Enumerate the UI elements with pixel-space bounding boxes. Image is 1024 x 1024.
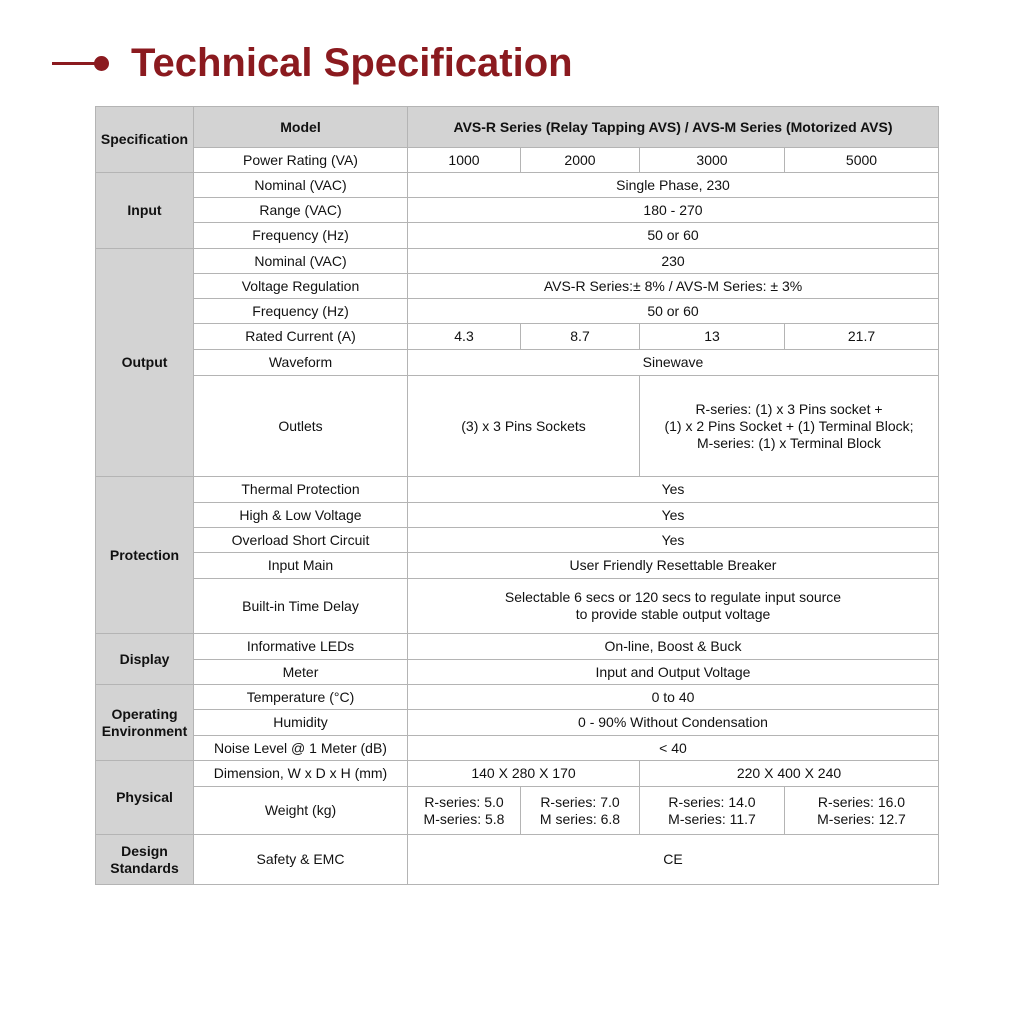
row-label: Dimension, W x D x H (mm) [194, 761, 408, 787]
group-cell: Input [96, 173, 194, 249]
value-cell: Selectable 6 secs or 120 secs to regulate input source to provide stable output voltage [408, 579, 939, 634]
section-header [52, 38, 573, 88]
value-cell: 13 [640, 324, 785, 350]
value-cell: CE [408, 835, 939, 885]
table-row [96, 553, 939, 579]
table-row [96, 350, 939, 376]
row-label: Humidity [194, 710, 408, 736]
table-row [96, 477, 939, 503]
row-label: Waveform [194, 350, 408, 376]
table-row [96, 223, 939, 249]
page-title: Technical Specification [131, 40, 573, 85]
value-cell: 230 [408, 249, 939, 274]
bullet-line-icon [52, 62, 98, 65]
table-row [96, 376, 939, 477]
value-cell: Yes [408, 477, 939, 503]
value-cell: 50 or 60 [408, 223, 939, 249]
value-cell: R-series: 16.0 M-series: 12.7 [785, 787, 939, 835]
row-label: Weight (kg) [194, 787, 408, 835]
row-label: Range (VAC) [194, 198, 408, 223]
table-row [96, 299, 939, 324]
value-cell: Single Phase, 230 [408, 173, 939, 198]
table-row [96, 107, 939, 148]
row-label: Rated Current (A) [194, 324, 408, 350]
row-label: Informative LEDs [194, 634, 408, 660]
row-label: Built-in Time Delay [194, 579, 408, 634]
table-row [96, 685, 939, 710]
row-label: Thermal Protection [194, 477, 408, 503]
table-row [96, 324, 939, 350]
value-cell: 3000 [640, 148, 785, 173]
table-row [96, 736, 939, 761]
value-cell: 4.3 [408, 324, 521, 350]
value-cell: 0 - 90% Without Condensation [408, 710, 939, 736]
value-cell: R-series: (1) x 3 Pins socket + (1) x 2 Pins Socket + (1) Terminal Block; M-series: (1) x Terminal Block [640, 376, 939, 477]
group-cell: Output [96, 249, 194, 477]
value-cell: 8.7 [521, 324, 640, 350]
value-cell: 220 X 400 X 240 [640, 761, 939, 787]
table-row [96, 579, 939, 634]
row-label: Noise Level @ 1 Meter (dB) [194, 736, 408, 761]
value-cell: AVS-R Series:± 8% / AVS-M Series: ± 3% [408, 274, 939, 299]
row-label: Nominal (VAC) [194, 249, 408, 274]
value-cell: Input and Output Voltage [408, 660, 939, 685]
table-row [96, 503, 939, 528]
value-cell: Sinewave [408, 350, 939, 376]
row-label: Model [194, 107, 408, 148]
value-cell: 21.7 [785, 324, 939, 350]
row-label: High & Low Voltage [194, 503, 408, 528]
row-label: Overload Short Circuit [194, 528, 408, 553]
row-label: Frequency (Hz) [194, 223, 408, 249]
table-row [96, 173, 939, 198]
table-row [96, 198, 939, 223]
value-cell: R-series: 5.0 M-series: 5.8 [408, 787, 521, 835]
row-label: Meter [194, 660, 408, 685]
value-cell: (3) x 3 Pins Sockets [408, 376, 640, 477]
group-cell: Display [96, 634, 194, 685]
table-row [96, 634, 939, 660]
value-cell: Yes [408, 503, 939, 528]
row-label: Voltage Regulation [194, 274, 408, 299]
row-label: Safety & EMC [194, 835, 408, 885]
group-cell: Specification [96, 107, 194, 173]
value-cell: R-series: 7.0 M series: 6.8 [521, 787, 640, 835]
table-row [96, 761, 939, 787]
bullet-dot-icon [94, 56, 109, 71]
table-row [96, 249, 939, 274]
value-cell: R-series: 14.0 M-series: 11.7 [640, 787, 785, 835]
value-cell: 140 X 280 X 170 [408, 761, 640, 787]
table-row [96, 660, 939, 685]
value-cell: 2000 [521, 148, 640, 173]
row-label: Nominal (VAC) [194, 173, 408, 198]
value-cell: Yes [408, 528, 939, 553]
value-cell: User Friendly Resettable Breaker [408, 553, 939, 579]
value-cell: 50 or 60 [408, 299, 939, 324]
table-row [96, 274, 939, 299]
spec-table [95, 106, 939, 885]
group-cell: Operating Environment [96, 685, 194, 761]
value-cell: 5000 [785, 148, 939, 173]
row-label: Power Rating (VA) [194, 148, 408, 173]
group-cell: Protection [96, 477, 194, 634]
value-cell: 0 to 40 [408, 685, 939, 710]
table-row [96, 835, 939, 885]
row-label: Frequency (Hz) [194, 299, 408, 324]
value-cell: 180 - 270 [408, 198, 939, 223]
table-row [96, 710, 939, 736]
value-cell: On-line, Boost & Buck [408, 634, 939, 660]
value-cell: < 40 [408, 736, 939, 761]
row-label: Outlets [194, 376, 408, 477]
row-label: Input Main [194, 553, 408, 579]
table-row [96, 148, 939, 173]
value-cell: 1000 [408, 148, 521, 173]
row-label: Temperature (°C) [194, 685, 408, 710]
group-cell: Physical [96, 761, 194, 835]
value-cell: AVS-R Series (Relay Tapping AVS) / AVS-M Series (Motorized AVS) [408, 107, 939, 148]
table-row [96, 528, 939, 553]
group-cell: Design Standards [96, 835, 194, 885]
table-row [96, 787, 939, 835]
